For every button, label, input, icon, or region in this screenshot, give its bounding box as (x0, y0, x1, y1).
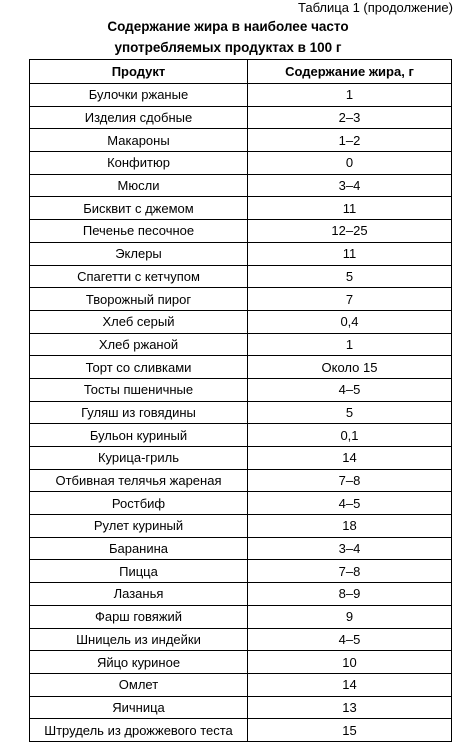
product-name-cell: Ростбиф (30, 492, 248, 515)
product-name-cell: Макароны (30, 129, 248, 152)
table-row (30, 197, 452, 220)
table-row (30, 174, 452, 197)
product-name-cell: Эклеры (30, 242, 248, 265)
product-name-cell: Хлеб ржаной (30, 333, 248, 356)
fat-content-table (29, 59, 452, 742)
table-row (30, 560, 452, 583)
fat-content-cell: 10 (248, 651, 452, 674)
product-name-cell: Яичница (30, 696, 248, 719)
table-row (30, 628, 452, 651)
table-row (30, 106, 452, 129)
product-name-cell: Омлет (30, 673, 248, 696)
product-name-cell: Конфитюр (30, 152, 248, 175)
table-title (0, 16, 456, 58)
fat-content-cell: 3–4 (248, 174, 452, 197)
product-name-cell: Торт со сливками (30, 356, 248, 379)
table-row (30, 673, 452, 696)
product-name-cell: Яйцо куриное (30, 651, 248, 674)
product-name-cell: Изделия сдобные (30, 106, 248, 129)
table-caption: Таблица 1 (продолжение) (297, 0, 453, 15)
table-row (30, 583, 452, 606)
table-row (30, 651, 452, 674)
fat-content-cell: 5 (248, 401, 452, 424)
product-name-cell: Хлеб серый (30, 310, 248, 333)
table-row (30, 605, 452, 628)
fat-content-cell: Около 15 (248, 356, 452, 379)
fat-content-cell: 15 (248, 719, 452, 742)
column-header-product: Продукт (30, 60, 248, 84)
product-name-cell: Мюсли (30, 174, 248, 197)
fat-content-cell: 7–8 (248, 560, 452, 583)
table-row (30, 696, 452, 719)
product-name-cell: Гуляш из говядины (30, 401, 248, 424)
product-name-cell: Печенье песочное (30, 220, 248, 243)
product-name-cell: Тосты пшеничные (30, 378, 248, 401)
fat-content-cell: 4–5 (248, 378, 452, 401)
table-title-line-1: Содержание жира в наиболее часто (107, 19, 349, 34)
table-row (30, 242, 452, 265)
fat-content-cell: 12–25 (248, 220, 452, 243)
product-name-cell: Фарш говяжий (30, 605, 248, 628)
table-row (30, 129, 452, 152)
fat-content-cell: 14 (248, 673, 452, 696)
column-header-fat-content: Содержание жира, г (248, 60, 452, 84)
fat-content-cell: 13 (248, 696, 452, 719)
product-name-cell: Лазанья (30, 583, 248, 606)
fat-content-cell: 9 (248, 605, 452, 628)
fat-content-cell: 7 (248, 288, 452, 311)
table-row (30, 84, 452, 107)
table-row (30, 447, 452, 470)
table-row (30, 492, 452, 515)
product-name-cell: Курица-гриль (30, 447, 248, 470)
fat-content-cell: 1–2 (248, 129, 452, 152)
fat-content-cell: 1 (248, 84, 452, 107)
product-name-cell: Бульон куриный (30, 424, 248, 447)
fat-content-cell: 0 (248, 152, 452, 175)
table-row (30, 515, 452, 538)
product-name-cell: Булочки ржаные (30, 84, 248, 107)
table-row (30, 537, 452, 560)
table-row (30, 152, 452, 175)
product-name-cell: Отбивная телячья жареная (30, 469, 248, 492)
table-header-row (30, 60, 452, 84)
table-row (30, 356, 452, 379)
fat-content-cell: 1 (248, 333, 452, 356)
table-row (30, 310, 452, 333)
fat-content-cell: 18 (248, 515, 452, 538)
product-name-cell: Рулет куриный (30, 515, 248, 538)
table-row (30, 469, 452, 492)
fat-content-cell: 5 (248, 265, 452, 288)
table-row (30, 424, 452, 447)
fat-content-cell: 4–5 (248, 492, 452, 515)
table-row (30, 288, 452, 311)
table-body (30, 84, 452, 742)
product-name-cell: Бисквит с джемом (30, 197, 248, 220)
fat-content-cell: 0,1 (248, 424, 452, 447)
fat-content-cell: 7–8 (248, 469, 452, 492)
fat-content-cell: 0,4 (248, 310, 452, 333)
table-row (30, 401, 452, 424)
product-name-cell: Шницель из индейки (30, 628, 248, 651)
fat-content-cell: 3–4 (248, 537, 452, 560)
fat-content-cell: 2–3 (248, 106, 452, 129)
product-name-cell: Баранина (30, 537, 248, 560)
table-row (30, 265, 452, 288)
table-row (30, 378, 452, 401)
fat-content-cell: 4–5 (248, 628, 452, 651)
product-name-cell: Спагетти с кетчупом (30, 265, 248, 288)
fat-content-cell: 8–9 (248, 583, 452, 606)
product-name-cell: Пицца (30, 560, 248, 583)
table-row (30, 333, 452, 356)
fat-content-cell: 11 (248, 197, 452, 220)
product-name-cell: Творожный пирог (30, 288, 248, 311)
fat-content-cell: 11 (248, 242, 452, 265)
table-row (30, 220, 452, 243)
fat-content-cell: 14 (248, 447, 452, 470)
table-title-line-2: употребляемых продуктах в 100 г (114, 40, 342, 55)
product-name-cell: Штрудель из дрожжевого теста (30, 719, 248, 742)
table-row (30, 719, 452, 742)
